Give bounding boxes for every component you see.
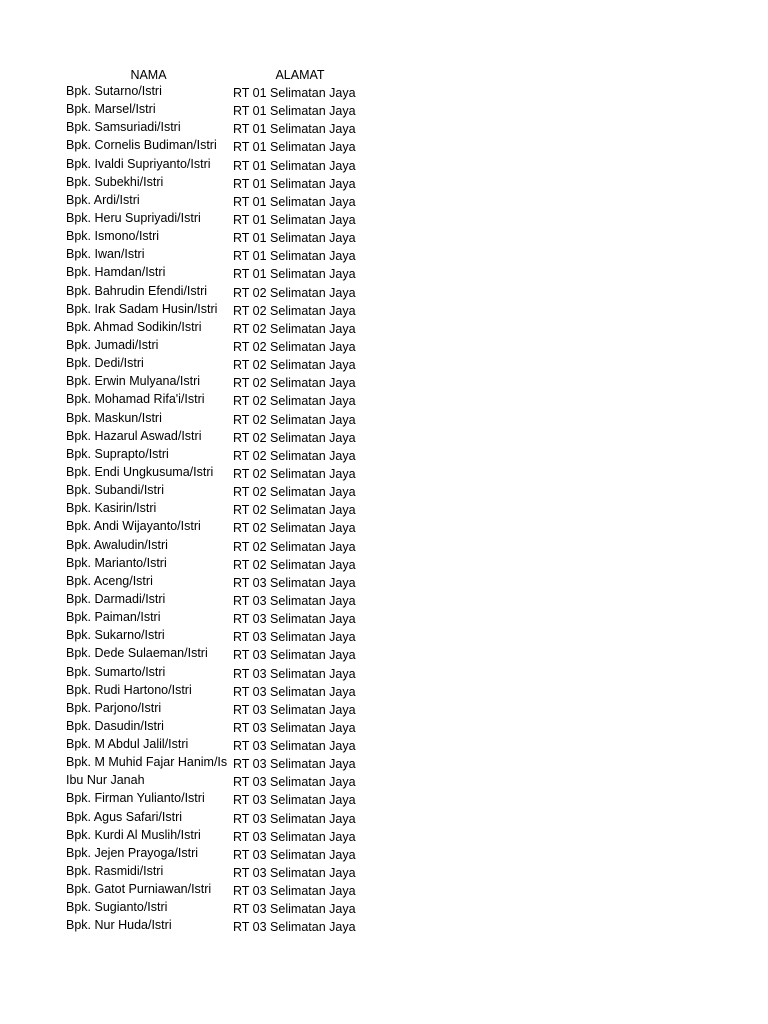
cell-nama: Bpk. Ahmad Sodikin/Istri (66, 319, 202, 334)
cell-alamat: RT 03 Selimatan Jaya (233, 757, 356, 772)
cell-alamat: RT 01 Selimatan Jaya (233, 212, 356, 227)
table-row (0, 736, 768, 754)
cell-alamat: RT 03 Selimatan Jaya (233, 593, 356, 608)
cell-alamat: RT 02 Selimatan Jaya (233, 430, 356, 445)
cell-alamat: RT 02 Selimatan Jaya (233, 285, 356, 300)
table-row (0, 246, 768, 264)
table-row (0, 446, 768, 464)
cell-nama: Bpk. Andi Wijayanto/Istri (66, 519, 201, 534)
table-row (0, 682, 768, 700)
table-row (0, 555, 768, 573)
cell-alamat: RT 01 Selimatan Jaya (233, 104, 356, 119)
cell-nama: Bpk. Sugianto/Istri (66, 900, 168, 915)
table-row (0, 881, 768, 899)
table-header (0, 66, 768, 84)
cell-nama: Bpk. Sutarno/Istri (66, 84, 162, 98)
cell-nama: Bpk. Endi Ungkusuma/Istri (66, 464, 214, 479)
cell-nama: Bpk. Bahrudin Efendi/Istri (66, 283, 208, 298)
table-row (0, 264, 768, 282)
cell-nama: Bpk. Aceng/Istri (66, 573, 153, 588)
table-row (0, 863, 768, 881)
cell-alamat: RT 02 Selimatan Jaya (233, 394, 356, 409)
table-row (0, 700, 768, 718)
cell-nama: Bpk. Marianto/Istri (66, 555, 167, 570)
table-row (0, 156, 768, 174)
cell-alamat: RT 03 Selimatan Jaya (233, 720, 356, 735)
cell-alamat: RT 02 Selimatan Jaya (233, 358, 356, 373)
table-row (0, 410, 768, 428)
cell-nama: Bpk. Jejen Prayoga/Istri (66, 845, 199, 860)
cell-nama: Bpk. Jumadi/Istri (66, 337, 159, 352)
table-row (0, 228, 768, 246)
cell-alamat: RT 02 Selimatan Jaya (233, 503, 356, 518)
table-row (0, 301, 768, 319)
cell-nama: Bpk. Ardi/Istri (66, 192, 140, 207)
cell-nama: Bpk. Kurdi Al Muslih/Istri (66, 827, 201, 842)
cell-nama: Bpk. Nur Huda/Istri (66, 918, 172, 933)
cell-nama: Bpk. Suprapto/Istri (66, 446, 169, 461)
column-header-alamat: ALAMAT (275, 68, 325, 82)
cell-alamat: RT 01 Selimatan Jaya (233, 194, 356, 209)
table-row (0, 210, 768, 228)
table-row (0, 355, 768, 373)
cell-alamat: RT 03 Selimatan Jaya (233, 902, 356, 917)
table-row (0, 500, 768, 518)
cell-nama: Bpk. Marsel/Istri (66, 102, 156, 117)
cell-alamat: RT 03 Selimatan Jaya (233, 866, 356, 881)
table-row (0, 645, 768, 663)
cell-nama: Bpk. Parjono/Istri (66, 700, 162, 715)
cell-alamat: RT 01 Selimatan Jaya (233, 176, 356, 191)
cell-nama: Bpk. Maskun/Istri (66, 410, 162, 425)
cell-nama: Bpk. Sukarno/Istri (66, 628, 165, 643)
cell-alamat: RT 03 Selimatan Jaya (233, 702, 356, 717)
cell-alamat: RT 03 Selimatan Jaya (233, 811, 356, 826)
cell-nama: Bpk. Hazarul Aswad/Istri (66, 428, 202, 443)
table-row (0, 464, 768, 482)
cell-alamat: RT 02 Selimatan Jaya (233, 448, 356, 463)
table-row (0, 827, 768, 845)
cell-alamat: RT 02 Selimatan Jaya (233, 412, 356, 427)
cell-alamat: RT 02 Selimatan Jaya (233, 376, 356, 391)
cell-nama: Bpk. Mohamad Rifa'i/Istri (66, 392, 205, 407)
table-row (0, 283, 768, 301)
table-row (0, 373, 768, 391)
cell-alamat: RT 01 Selimatan Jaya (233, 267, 356, 282)
cell-nama: Bpk. Dede Sulaeman/Istri (66, 646, 208, 661)
cell-nama: Bpk. Dasudin/Istri (66, 718, 164, 733)
cell-nama: Bpk. Kasirin/Istri (66, 501, 157, 516)
table-row (0, 83, 768, 101)
table-row (0, 174, 768, 192)
table-row (0, 391, 768, 409)
cell-alamat: RT 01 Selimatan Jaya (233, 140, 356, 155)
table-row (0, 137, 768, 155)
table-row (0, 754, 768, 772)
table-row (0, 591, 768, 609)
cell-nama: Bpk. Firman Yulianto/Istri (66, 791, 205, 806)
cell-nama: Bpk. Darmadi/Istri (66, 591, 166, 606)
cell-alamat: RT 02 Selimatan Jaya (233, 321, 356, 336)
cell-alamat: RT 03 Selimatan Jaya (233, 847, 356, 862)
cell-alamat: RT 03 Selimatan Jaya (233, 920, 356, 935)
cell-alamat: RT 03 Selimatan Jaya (233, 648, 356, 663)
cell-alamat: RT 03 Selimatan Jaya (233, 666, 356, 681)
cell-nama: Bpk. Dedi/Istri (66, 356, 144, 371)
cell-alamat: RT 03 Selimatan Jaya (233, 684, 356, 699)
cell-nama: Bpk. Gatot Purniawan/Istri (66, 882, 212, 897)
table-row (0, 790, 768, 808)
cell-nama: Bpk. Ismono/Istri (66, 229, 160, 244)
cell-alamat: RT 02 Selimatan Jaya (233, 485, 356, 500)
cell-nama: Bpk. Awaludin/Istri (66, 537, 168, 552)
cell-alamat: RT 01 Selimatan Jaya (233, 122, 356, 137)
cell-nama: Bpk. Rasmidi/Istri (66, 864, 164, 879)
cell-nama: Bpk. Rudi Hartono/Istri (66, 682, 192, 697)
cell-nama: Bpk. Hamdan/Istri (66, 265, 166, 280)
table-row (0, 772, 768, 790)
table-row (0, 899, 768, 917)
cell-alamat: RT 02 Selimatan Jaya (233, 466, 356, 481)
cell-alamat: RT 02 Selimatan Jaya (233, 539, 356, 554)
cell-nama: Bpk. Subandi/Istri (66, 483, 164, 498)
table-row (0, 428, 768, 446)
cell-nama: Bpk. Paiman/Istri (66, 610, 161, 625)
table-row (0, 482, 768, 500)
column-header-nama: NAMA (130, 68, 167, 82)
cell-alamat: RT 02 Selimatan Jaya (233, 339, 356, 354)
cell-nama: Bpk. Iwan/Istri (66, 247, 145, 262)
cell-alamat: RT 03 Selimatan Jaya (233, 829, 356, 844)
table-row (0, 718, 768, 736)
cell-alamat: RT 03 Selimatan Jaya (233, 775, 356, 790)
cell-alamat: RT 01 Selimatan Jaya (233, 231, 356, 246)
table-row (0, 627, 768, 645)
table-row (0, 845, 768, 863)
cell-nama: Bpk. Erwin Mulyana/Istri (66, 374, 201, 389)
cell-alamat: RT 02 Selimatan Jaya (233, 521, 356, 536)
table-row (0, 573, 768, 591)
cell-nama: Bpk. Sumarto/Istri (66, 664, 166, 679)
cell-nama: Bpk. Ivaldi Supriyanto/Istri (66, 156, 211, 171)
cell-alamat: RT 03 Selimatan Jaya (233, 739, 356, 754)
table-row (0, 192, 768, 210)
table-row (0, 518, 768, 536)
cell-alamat: RT 02 Selimatan Jaya (233, 303, 356, 318)
cell-nama: Bpk. Irak Sadam Husin/Istri (66, 301, 218, 316)
table-row (0, 101, 768, 119)
cell-nama: Bpk. Samsuriadi/Istri (66, 120, 181, 135)
table-row (0, 537, 768, 555)
table-row (0, 337, 768, 355)
cell-alamat: RT 03 Selimatan Jaya (233, 612, 356, 627)
cell-alamat: RT 03 Selimatan Jaya (233, 884, 356, 899)
cell-alamat: RT 02 Selimatan Jaya (233, 557, 356, 572)
cell-alamat: RT 01 Selimatan Jaya (233, 158, 356, 173)
table-row (0, 809, 768, 827)
cell-nama: Bpk. M Muhid Fajar Hanim/Is (66, 755, 228, 770)
cell-alamat: RT 03 Selimatan Jaya (233, 793, 356, 808)
cell-alamat: RT 01 Selimatan Jaya (233, 249, 356, 264)
table-row (0, 609, 768, 627)
table-row (0, 917, 768, 935)
cell-nama: Ibu Nur Janah (66, 773, 145, 788)
cell-nama: Bpk. Agus Safari/Istri (66, 809, 183, 824)
cell-alamat: RT 03 Selimatan Jaya (233, 630, 356, 645)
cell-nama: Bpk. M Abdul Jalil/Istri (66, 737, 189, 752)
cell-nama: Bpk. Cornelis Budiman/Istri (66, 138, 217, 153)
table-row (0, 319, 768, 337)
cell-alamat: RT 03 Selimatan Jaya (233, 575, 356, 590)
table-body (0, 83, 768, 936)
table-row (0, 119, 768, 137)
cell-alamat: RT 01 Selimatan Jaya (233, 86, 356, 100)
cell-nama: Bpk. Heru Supriyadi/Istri (66, 210, 201, 225)
cell-nama: Bpk. Subekhi/Istri (66, 174, 164, 189)
table-row (0, 664, 768, 682)
